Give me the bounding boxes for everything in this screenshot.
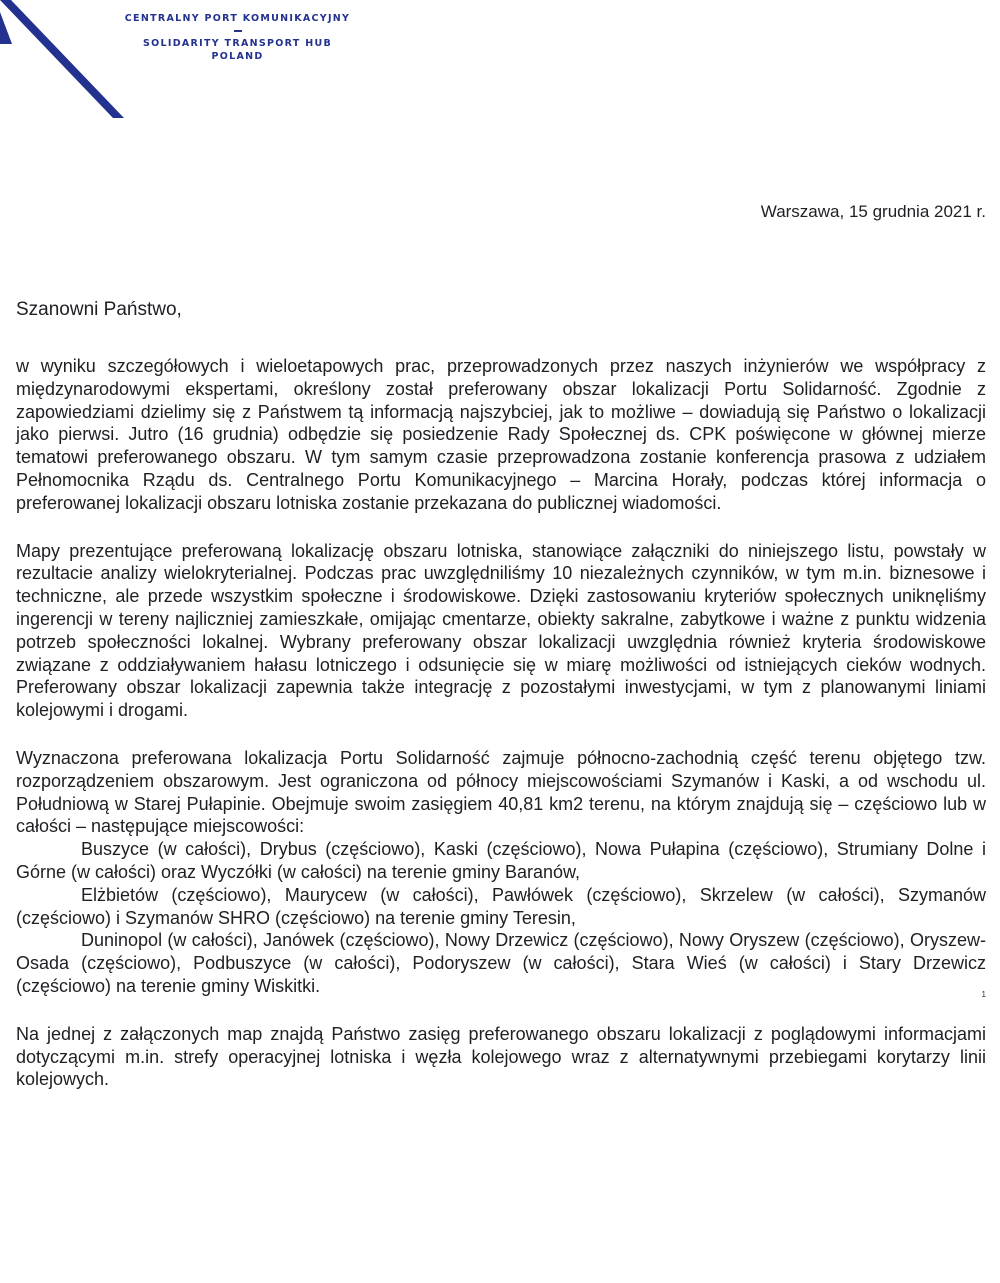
page-number: 1 (981, 990, 986, 999)
org-name-divider (234, 30, 242, 32)
letter-date: Warszawa, 15 grudnia 2021 r. (760, 202, 986, 221)
paragraph-1: w wyniku szczegółowych i wieloetapowych prac, przeprowadzonych przez naszych inżynierów we współpracy z międzynarodowymi ekspertami, określony został preferowany obszar lokalizacji Portu Solidarność. Zgodnie z zapowiedziami dzielimy się z Państwem tą informacją najszybciej, jak to możliwe – dowiadują się Państwo o lokalizacji jako pierwsi. Jutro (16 grudnia) odbędzie się posiedzenie Rady Społecznej ds. CPK poświęcone w głównej mierze tematowi preferowanego obszaru. W tym samym czasie przeprowadzona zostanie konferencja prasowa z udziałem Pełnomocnika Rządu ds. Centralnego Portu Komunikacyjnego – Marcina Horały, podczas której informacja o preferowanej lokalizacji obszaru lotniska zostanie przekazana do publicznej wiadomości. (16, 356, 986, 513)
org-name-line-1: CENTRALNY PORT KOMUNIKACYJNY (124, 13, 351, 24)
letter-body (16, 355, 986, 1116)
org-name-line-2: SOLIDARITY TRANSPORT HUB (142, 38, 333, 49)
list-item (16, 929, 986, 997)
paragraph-3: Wyznaczona preferowana lokalizacja Portu Solidarność zajmuje północno-zachodnią część terenu objętego tzw. rozporządzeniem obszarowym. Jest ograniczona od północy miejscowościami Szymanów i Kaski, a od wschodu ul. Południową w Starej Pułapinie. Obejmuje swoim zasięgiem 40,81 km2 terenu, na którym znajdują się – częściowo lub w całości – następujące miejscowości: (16, 747, 986, 837)
list-item-text: Duninopol (w całości), Janówek (częściowo), Nowy Drzewicz (częściowo), Nowy Oryszew (częściowo), Oryszew-Osada (częściowo), Podbuszyce (w całości), Podoryszew (w całości), Stara Wieś (w całości) i Stary Drzewicz (częściowo) na terenie gminy Wiskitki. (16, 930, 986, 996)
list-item (16, 838, 986, 884)
org-name-line-3: POLAND (211, 51, 264, 62)
organization-name (110, 12, 365, 63)
locality-list (16, 838, 986, 998)
list-item (16, 884, 986, 930)
list-item-text: Buszyce (w całości), Drybus (częściowo), Kaski (częściowo), Nowa Pułapina (częściowo), Strumiany Dolne i Górne (w całości) oraz Wyczółki (w całości) na terenie gminy Baranów, (16, 839, 986, 882)
paragraph-2: Mapy prezentujące preferowaną lokalizację obszaru lotniska, stanowiące załączniki do niniejszego listu, powstały w rezultacie analizy wielokryterialnej. Podczas prac uwzględniliśmy 10 niezależnych czynników, w tym m.in. biznesowe i techniczne, ale przede wszystkim społeczne i środowiskowe. Dzięki zastosowaniu kryteriów społecznych uniknęliśmy ingerencji w tereny najliczniej zamieszkałe, omijając cmentarze, obiekty sakralne, zabytkowe i ważne z punktu widzenia potrzeb społeczności lokalnej. Wybrany preferowany obszar lokalizacji uwzględnia również kryteria środowiskowe związane z oddziaływaniem hałasu lotniczego i odsunięcie się w miarę możliwości od istniejących cieków wodnych. Preferowany obszar lokalizacji zapewnia także integrację z pozostałymi inwestycjami, w tym z planowanymi liniami kolejowymi i drogami. (16, 540, 986, 721)
salutation: Szanowni Państwo, (16, 299, 182, 320)
paragraph-4: Na jednej z załączonych map znajdą Państwo zasięg preferowanego obszaru lokalizacji z poglądowymi informacjami dotyczącymi m.in. strefy operacyjnej lotniska i węzła kolejowego wraz z alternatywnymi przebiegami korytarzy linii kolejowych. (16, 1023, 986, 1090)
list-item-text: Elżbietów (częściowo), Maurycew (w całości), Pawłówek (częściowo), Skrzelew (w całości), Szymanów (częściowo) i Szymanów SHRO (częściowo) na terenie gminy Teresin, (16, 884, 986, 928)
